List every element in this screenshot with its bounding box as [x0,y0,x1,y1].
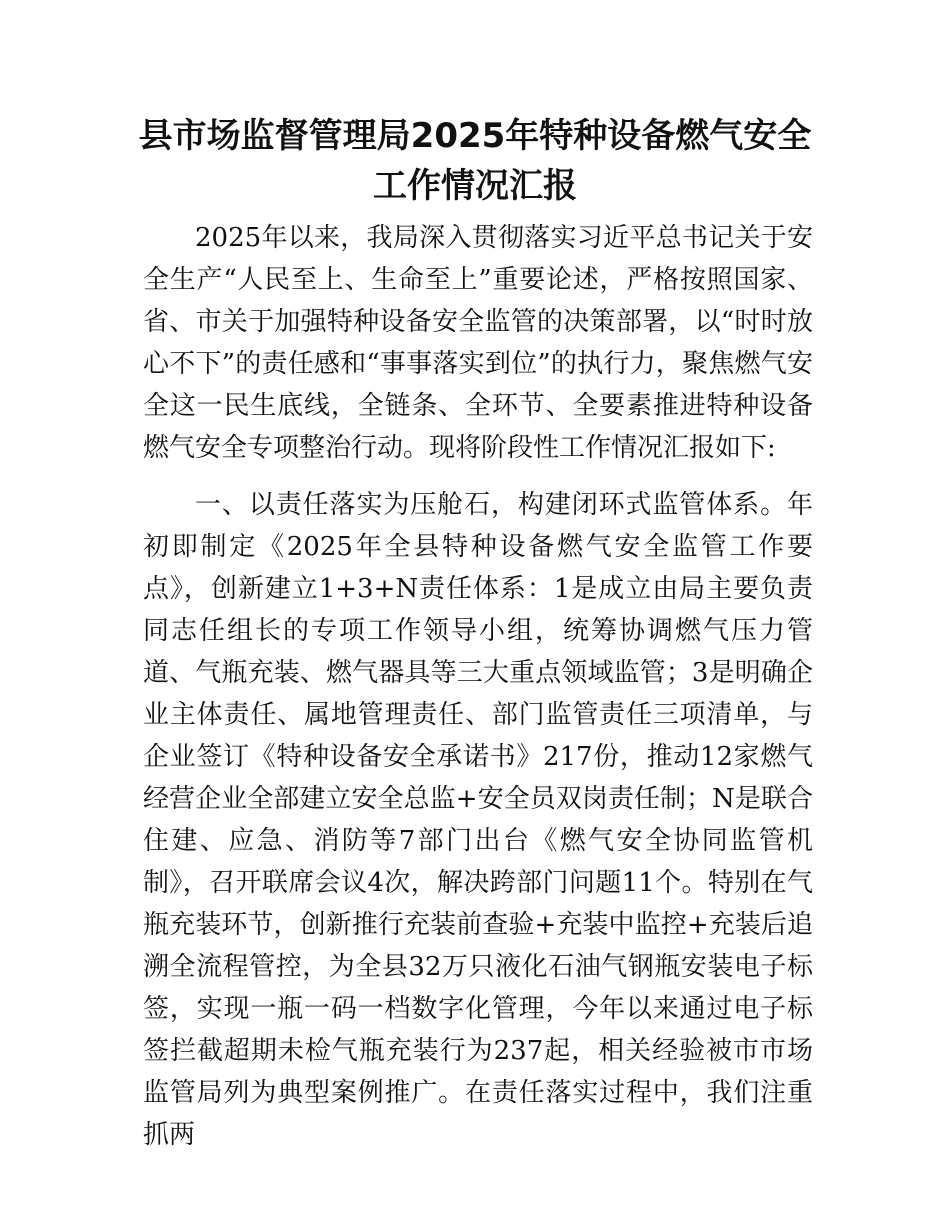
body-paragraph-section-one: 一、以责任落实为压舱石，构建闭环式监管体系。年初即制定《2025年全县特种设备燃气安全监管工作要点》，创新建立1+3+N责任体系：1是成立由局主要负责同志任组长的专项工作领导小组，统筹协调燃气压力管道、气瓶充装、燃气器具等三大重点领域监管；3是明确企业主体责任、属地管理责任、部门监管责任三项清单，与企业签订《特种设备安全承诺书》217份，推动12家燃气经营企业全部建立安全总监+安全员双岗责任制；N是联合住建、应急、消防等7部门出台《燃气安全协同监管机制》，召开联席会议4次，解决跨部门问题11个。特别在气瓶充装环节，创新推行充装前查验+充装中监控+充装后追溯全流程管控，为全县32万只液化石油气钢瓶安装电子标签，实现一瓶一码一档数字化管理，今年以来通过电子标签拦截超期未检气瓶充装行为237起，相关经验被市市场监管局列为典型案例推广。在责任落实过程中，我们注重抓两 [143,490,813,1150]
body-paragraph-intro: 2025年以来，我局深入贯彻落实习近平总书记关于安全生产“人民至上、生命至上”重要论述，严格按照国家、省、市关于加强特种设备安全监管的决策部署，以“时时放心不下”的责任感和“事事落实到位”的执行力，聚焦燃气安全这一民生底线，全链条、全环节、全要素推进特种设备燃气安全专项整治行动。现将阶段性工作情况汇报如下: [143,223,813,463]
document-title: 县市场监督管理局2025年特种设备燃气安全工作情况汇报 [138,116,812,206]
